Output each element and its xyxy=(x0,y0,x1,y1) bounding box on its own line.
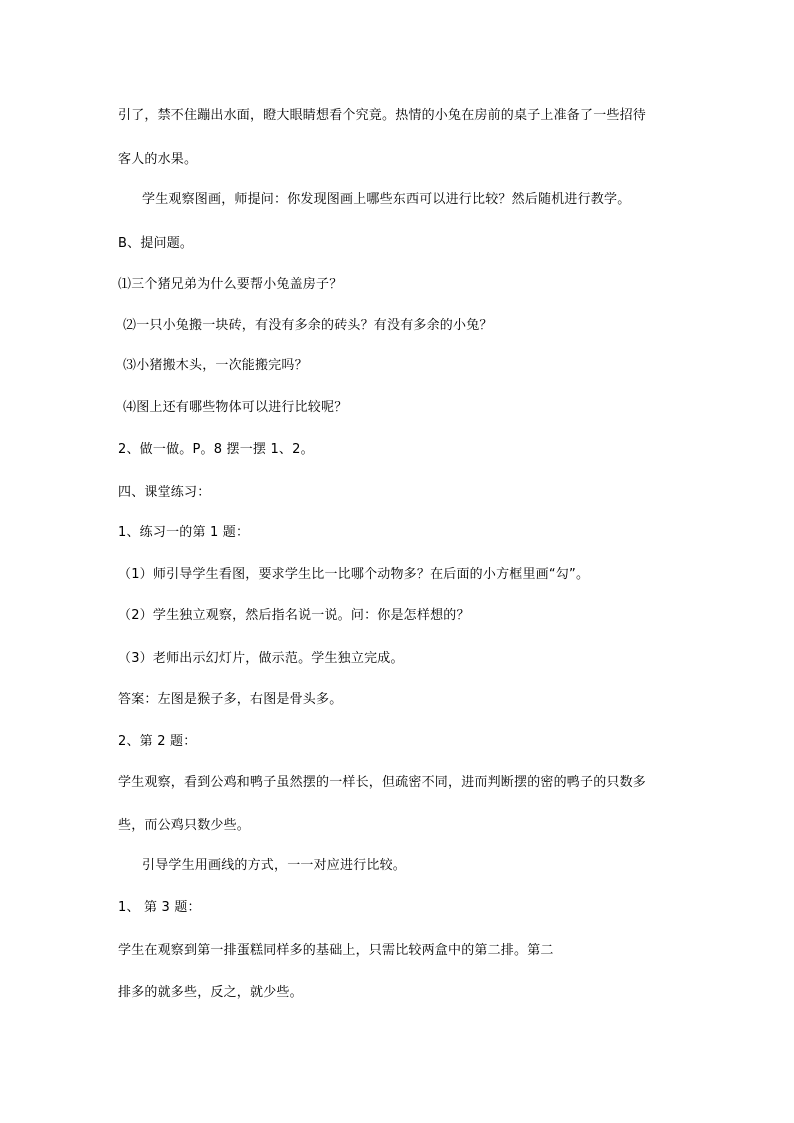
paragraph-line: 2、做一做。P。8 摆一摆 1、2。 xyxy=(118,442,314,457)
paragraph-line: 排多的就多些，反之，就少些。 xyxy=(118,985,303,1000)
paragraph-line: 引了，禁不住蹦出水面，瞪大眼睛想看个究竟。热情的小兔在房前的桌子上准备了一些招待 xyxy=(118,108,647,123)
question-item: ⑵一只小兔搬一块砖，有没有多余的砖头？有没有多余的小兔？ xyxy=(123,318,493,333)
exercise-heading: 2、第 2 题： xyxy=(118,734,197,749)
exercise-step: （1）师引导学生看图，要求学生比一比哪个动物多？在后面的小方框里画“勾”。 xyxy=(118,567,590,582)
paragraph-line: 学生观察，看到公鸡和鸭子虽然摆的一样长，但疏密不同，进而判断摆的密的鸭子的只数多 xyxy=(118,775,647,790)
paragraph-line: 学生观察图画，师提问：你发现图画上哪些东西可以进行比较？然后随机进行教学。 xyxy=(142,192,631,207)
exercise-step: （2）学生独立观察，然后指名说一说。问：你是怎样想的？ xyxy=(118,608,470,623)
exercise-heading: 1、练习一的第 1 题： xyxy=(118,525,250,540)
section-heading: B、提问题。 xyxy=(118,236,194,251)
paragraph-line: 客人的水果。 xyxy=(118,152,198,167)
question-item: ⑷图上还有哪些物体可以进行比较呢？ xyxy=(123,400,348,415)
paragraph-line: 学生在观察到第一排蛋糕同样多的基础上，只需比较两盒中的第二排。第二 xyxy=(118,943,554,958)
question-item: ⑴三个猪兄弟为什么要帮小兔盖房子？ xyxy=(118,277,343,292)
paragraph-line: 引导学生用画线的方式，一一对应进行比较。 xyxy=(142,858,407,873)
exercise-heading: 1、 第 3 题： xyxy=(118,900,201,915)
exercise-step: （3）老师出示幻灯片，做示范。学生独立完成。 xyxy=(118,651,404,666)
section-heading: 四、课堂练习： xyxy=(118,485,211,500)
paragraph-line: 些，而公鸡只数少些。 xyxy=(118,818,251,833)
question-item: ⑶小猪搬木头，一次能搬完吗？ xyxy=(123,358,308,373)
answer-line: 答案：左图是猴子多，右图是骨头多。 xyxy=(118,692,343,707)
